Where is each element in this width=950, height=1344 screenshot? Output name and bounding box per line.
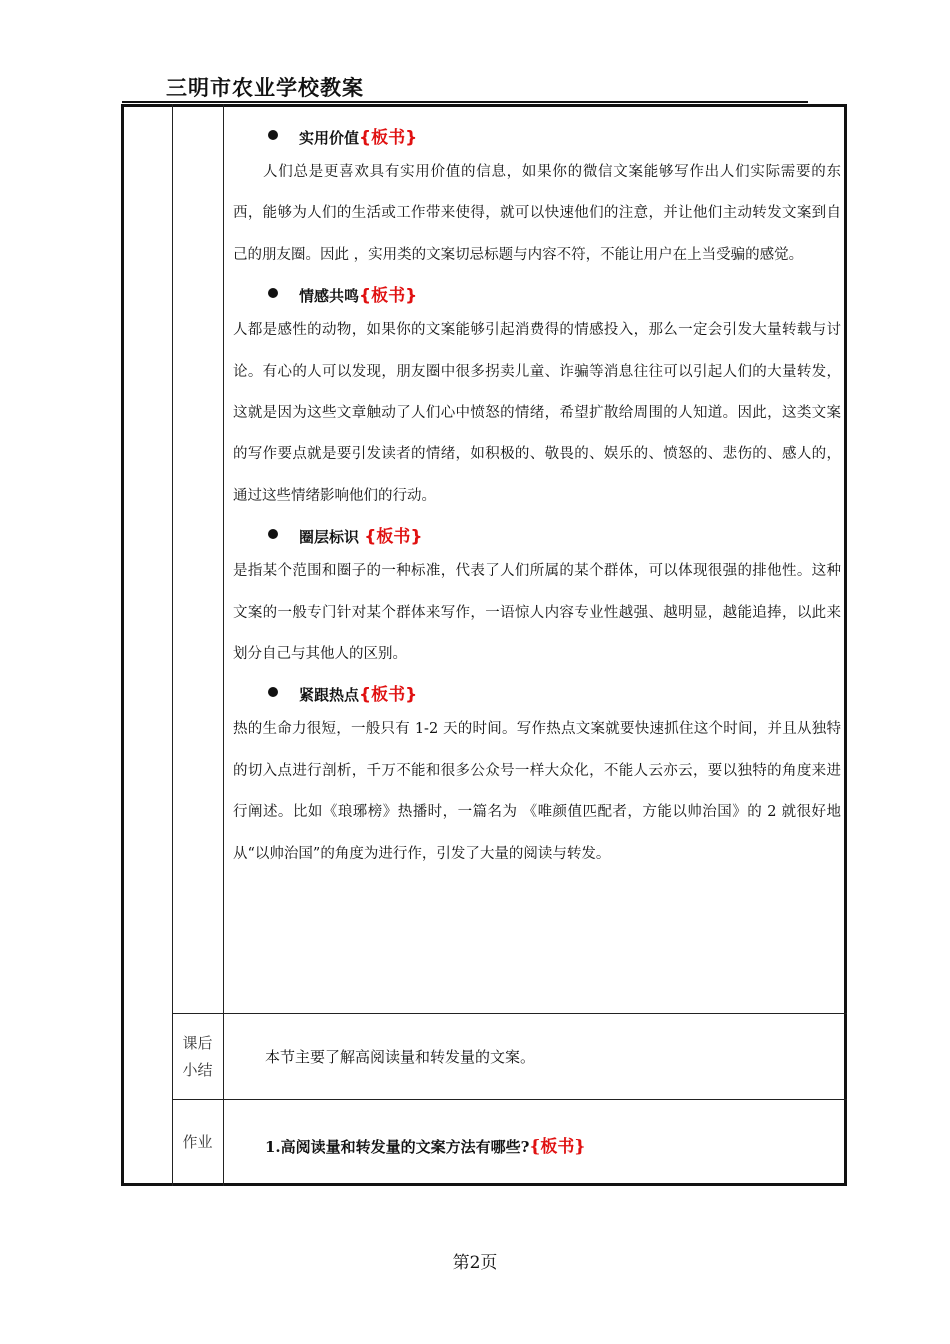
table-row-divider-2 (172, 1099, 847, 1100)
table-column-divider-2 (223, 104, 224, 1186)
homework-text: 1.高阅读量和转发量的文案方法有哪些?{板书} (265, 1137, 586, 1157)
bullet-icon (268, 529, 278, 539)
section-heading (233, 276, 841, 310)
board-note: {板书} (364, 527, 423, 548)
section-title: 紧跟热点{板书} (299, 685, 418, 706)
section-paragraph: 热的生命力很短，一般只有 1-2 天的时间。写作热点文案就要快速抓住这个时间，并且从独特的切入点进行剖析，千万不能和很多公众号一样大众化，不能人云亦云，要以独特的角度来进行阐述。比如《琅琊榜》热播时，一篇名为 《唯颜值匹配者，方能以帅治国》的 2 就很好地从“以帅治国”的角度为进行作，引发了大量的阅读与转发。 (233, 721, 841, 862)
board-note: {板书} (359, 128, 418, 148)
document-title: 三明市农业学校教案 (166, 76, 364, 100)
board-note: {板书} (359, 685, 418, 706)
summary-label-line1: 课后 (182, 1034, 213, 1052)
summary-label-line2: 小结 (182, 1061, 213, 1079)
summary-label (172, 1030, 223, 1084)
bullet-icon (268, 288, 278, 298)
lesson-content (233, 118, 841, 875)
section-heading (233, 118, 841, 152)
header-rule (122, 101, 808, 103)
table-row-divider-1 (172, 1013, 847, 1014)
section-title: 情感共鸣{板书} (299, 286, 418, 307)
bullet-icon (268, 687, 278, 697)
homework-label: 作业 (182, 1133, 213, 1151)
summary-text: 本节主要了解高阅读量和转发量的文案。 (265, 1048, 536, 1066)
section-paragraph: 是指某个范围和圈子的一种标准，代表了人们所属的某个群体，可以体现很强的排他性。这种文案的一般专门针对某个群体来写作，一语惊人内容专业性越强、越明显，越能追捧，以此来划分自己与其他人的区别。 (233, 563, 841, 663)
section-heading (233, 517, 841, 551)
table-column-divider-1 (172, 104, 173, 1186)
section-title: 实用价值{板书} (299, 128, 418, 148)
board-note: {板书} (529, 1137, 586, 1157)
section-paragraph: 人都是感性的动物，如果你的文案能够引起消费得的情感投入，那么一定会引发大量转载与讨论。有心的人可以发现，朋友圈中很多拐卖儿童、诈骗等消息往往可以引起人们的大量转发，这就是因为这些文章触动了人们心中愤怒的情绪，希望扩散给周围的人知道。因此，这类文案的写作要点就是要引发读者的情绪，如积极的、敬畏的、娱乐的、愤怒的、悲伤的、感人的，通过这些情绪影响他们的行动。 (233, 322, 841, 504)
page-number: 第2页 (452, 1253, 498, 1273)
section-paragraph: 人们总是更喜欢具有实用价值的信息，如果你的微信文案能够写作出人们实际需要的东西，能够为人们的生活或工作带来使得，就可以快速他们的注意，并让他们主动转发文案到自己的朋友圈。因此 ，实用类的文案切忌标题与内容不符，不能让用户在上当受骗的感觉。 (233, 164, 841, 263)
section-title: 圈层标识 {板书} (299, 527, 423, 548)
section-heading (233, 675, 841, 709)
board-note: {板书} (359, 286, 418, 307)
bullet-icon (268, 130, 278, 140)
